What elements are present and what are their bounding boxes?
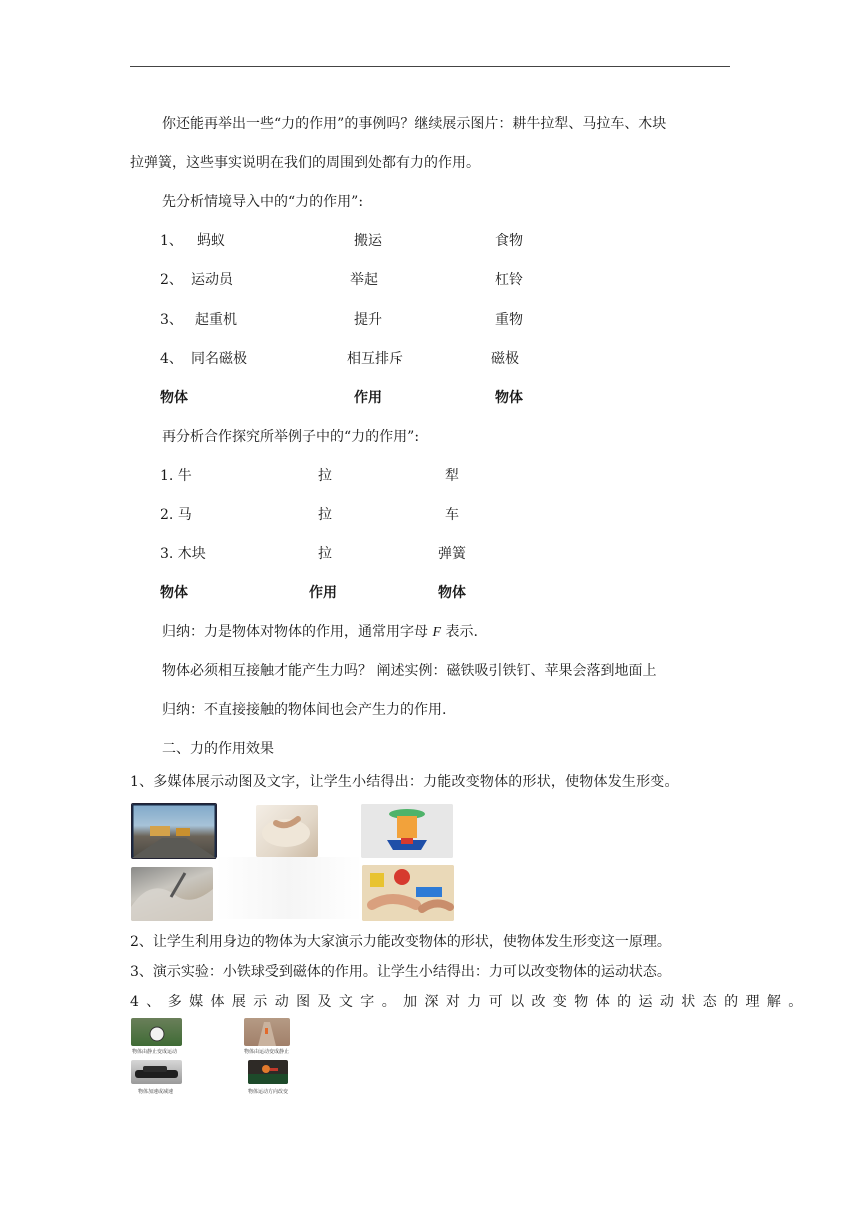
pillow-press-photo xyxy=(256,805,318,857)
table1-row3-action: 提升 xyxy=(354,312,382,328)
table1-row4-object: 同名磁极 xyxy=(191,351,247,367)
table2-footer-action: 作用 xyxy=(309,585,337,601)
paragraph-cooperative-intro: 再分析合作探究所举例子中的“力的作用”: xyxy=(162,429,420,445)
table1-row4-action: 相互排斥 xyxy=(347,351,403,367)
list-item-3: 3、演示实验：小铁球受到磁体的作用。让学生小结得出：力可以改变物体的运动状态。 xyxy=(130,964,671,980)
table1-footer-object: 物体 xyxy=(160,390,188,406)
table2-footer-object: 物体 xyxy=(160,585,188,601)
table2-row1-object: 1. 牛 xyxy=(160,468,192,484)
table2-row1-target: 犁 xyxy=(445,468,459,484)
blank-photo-area xyxy=(216,857,362,919)
table2-row3-target: 弹簧 xyxy=(438,546,466,562)
runway-photo xyxy=(244,1018,290,1046)
table2-row2-action: 拉 xyxy=(318,507,332,523)
paragraph-contact-question: 物体必须相互接触才能产生力吗？ 阐述实例：磁铁吸引铁钉、苹果会落到地面上 xyxy=(162,663,657,679)
header-rule xyxy=(130,66,730,67)
table1-footer-target: 物体 xyxy=(495,390,523,406)
table1-row2-object: 运动员 xyxy=(191,272,233,288)
section-heading-effects: 二、力的作用效果 xyxy=(162,741,274,757)
clay-hands-photo xyxy=(362,865,454,921)
table2-row1-action: 拉 xyxy=(318,468,332,484)
table2-row2-object: 2. 马 xyxy=(160,507,192,523)
road-roller-photo xyxy=(131,803,217,859)
paragraph-conclusion-2: 归纳：不直接接触的物体间也会产生力的作用. xyxy=(162,702,447,718)
list-item-2: 2、让学生利用身边的物体为大家演示力能改变物体的形状，使物体发生形变这一原理。 xyxy=(130,934,671,950)
table1-row1-object: 蚂蚁 xyxy=(197,233,225,249)
table2-row2-target: 车 xyxy=(445,507,459,523)
list-item-4: 4、多媒体展示动图及文字。加深对力可以改变物体的运动状态的理解。 xyxy=(130,994,810,1010)
table2-row3-action: 拉 xyxy=(318,546,332,562)
conclusion-1-text-b: 表示. xyxy=(445,624,478,640)
table1-row2-action: 举起 xyxy=(350,272,378,288)
table2-row3-object: 3. 木块 xyxy=(160,546,206,562)
table1-row1-target: 食物 xyxy=(495,233,523,249)
caption-direction-change: 物体运动方向改变 xyxy=(248,1089,289,1095)
water-splash-photo xyxy=(131,867,213,921)
table1-row1-num: 1、 xyxy=(160,233,183,249)
table1-row4-num: 4、 xyxy=(160,351,183,367)
paragraph-examples-line2: 拉弹簧，这些事实说明在我们的周围到处都有力的作用。 xyxy=(130,155,480,171)
table-tennis-photo xyxy=(248,1060,288,1084)
list-item-1: 1、多媒体展示动图及文字，让学生小结得出：力能改变物体的形状，使物体发生形变。 xyxy=(130,774,679,790)
conclusion-1-text-a: 归纳：力是物体对物体的作用，通常用字母 xyxy=(162,624,428,640)
table1-row3-target: 重物 xyxy=(495,312,523,328)
car-photo xyxy=(131,1060,182,1084)
table1-row3-num: 3、 xyxy=(160,312,183,328)
table1-row3-object: 起重机 xyxy=(195,312,237,328)
table1-row1-action: 搬运 xyxy=(354,233,382,249)
force-symbol: F xyxy=(432,625,442,640)
table1-row4-target: 磁极 xyxy=(491,351,519,367)
balance-board-photo xyxy=(361,804,453,858)
paragraph-examples-line1: 你还能再举出一些“力的作用”的事例吗？继续展示图片：耕牛拉犁、马拉车、木块 xyxy=(162,116,667,132)
table1-footer-action: 作用 xyxy=(354,390,382,406)
table1-row2-target: 杠铃 xyxy=(495,272,523,288)
table1-row2-num: 2、 xyxy=(160,272,183,288)
caption-moving-to-static: 物体由运动变成静止 xyxy=(244,1049,290,1055)
paragraph-conclusion-1 xyxy=(162,622,478,643)
caption-accelerate-decelerate: 物体加速或减速 xyxy=(138,1089,174,1095)
soccer-ball-photo xyxy=(131,1018,182,1046)
table2-footer-target: 物体 xyxy=(438,585,466,601)
paragraph-analysis-intro: 先分析情境导入中的“力的作用”: xyxy=(162,194,364,210)
caption-static-to-moving: 物体由静止变成运动 xyxy=(132,1049,178,1055)
